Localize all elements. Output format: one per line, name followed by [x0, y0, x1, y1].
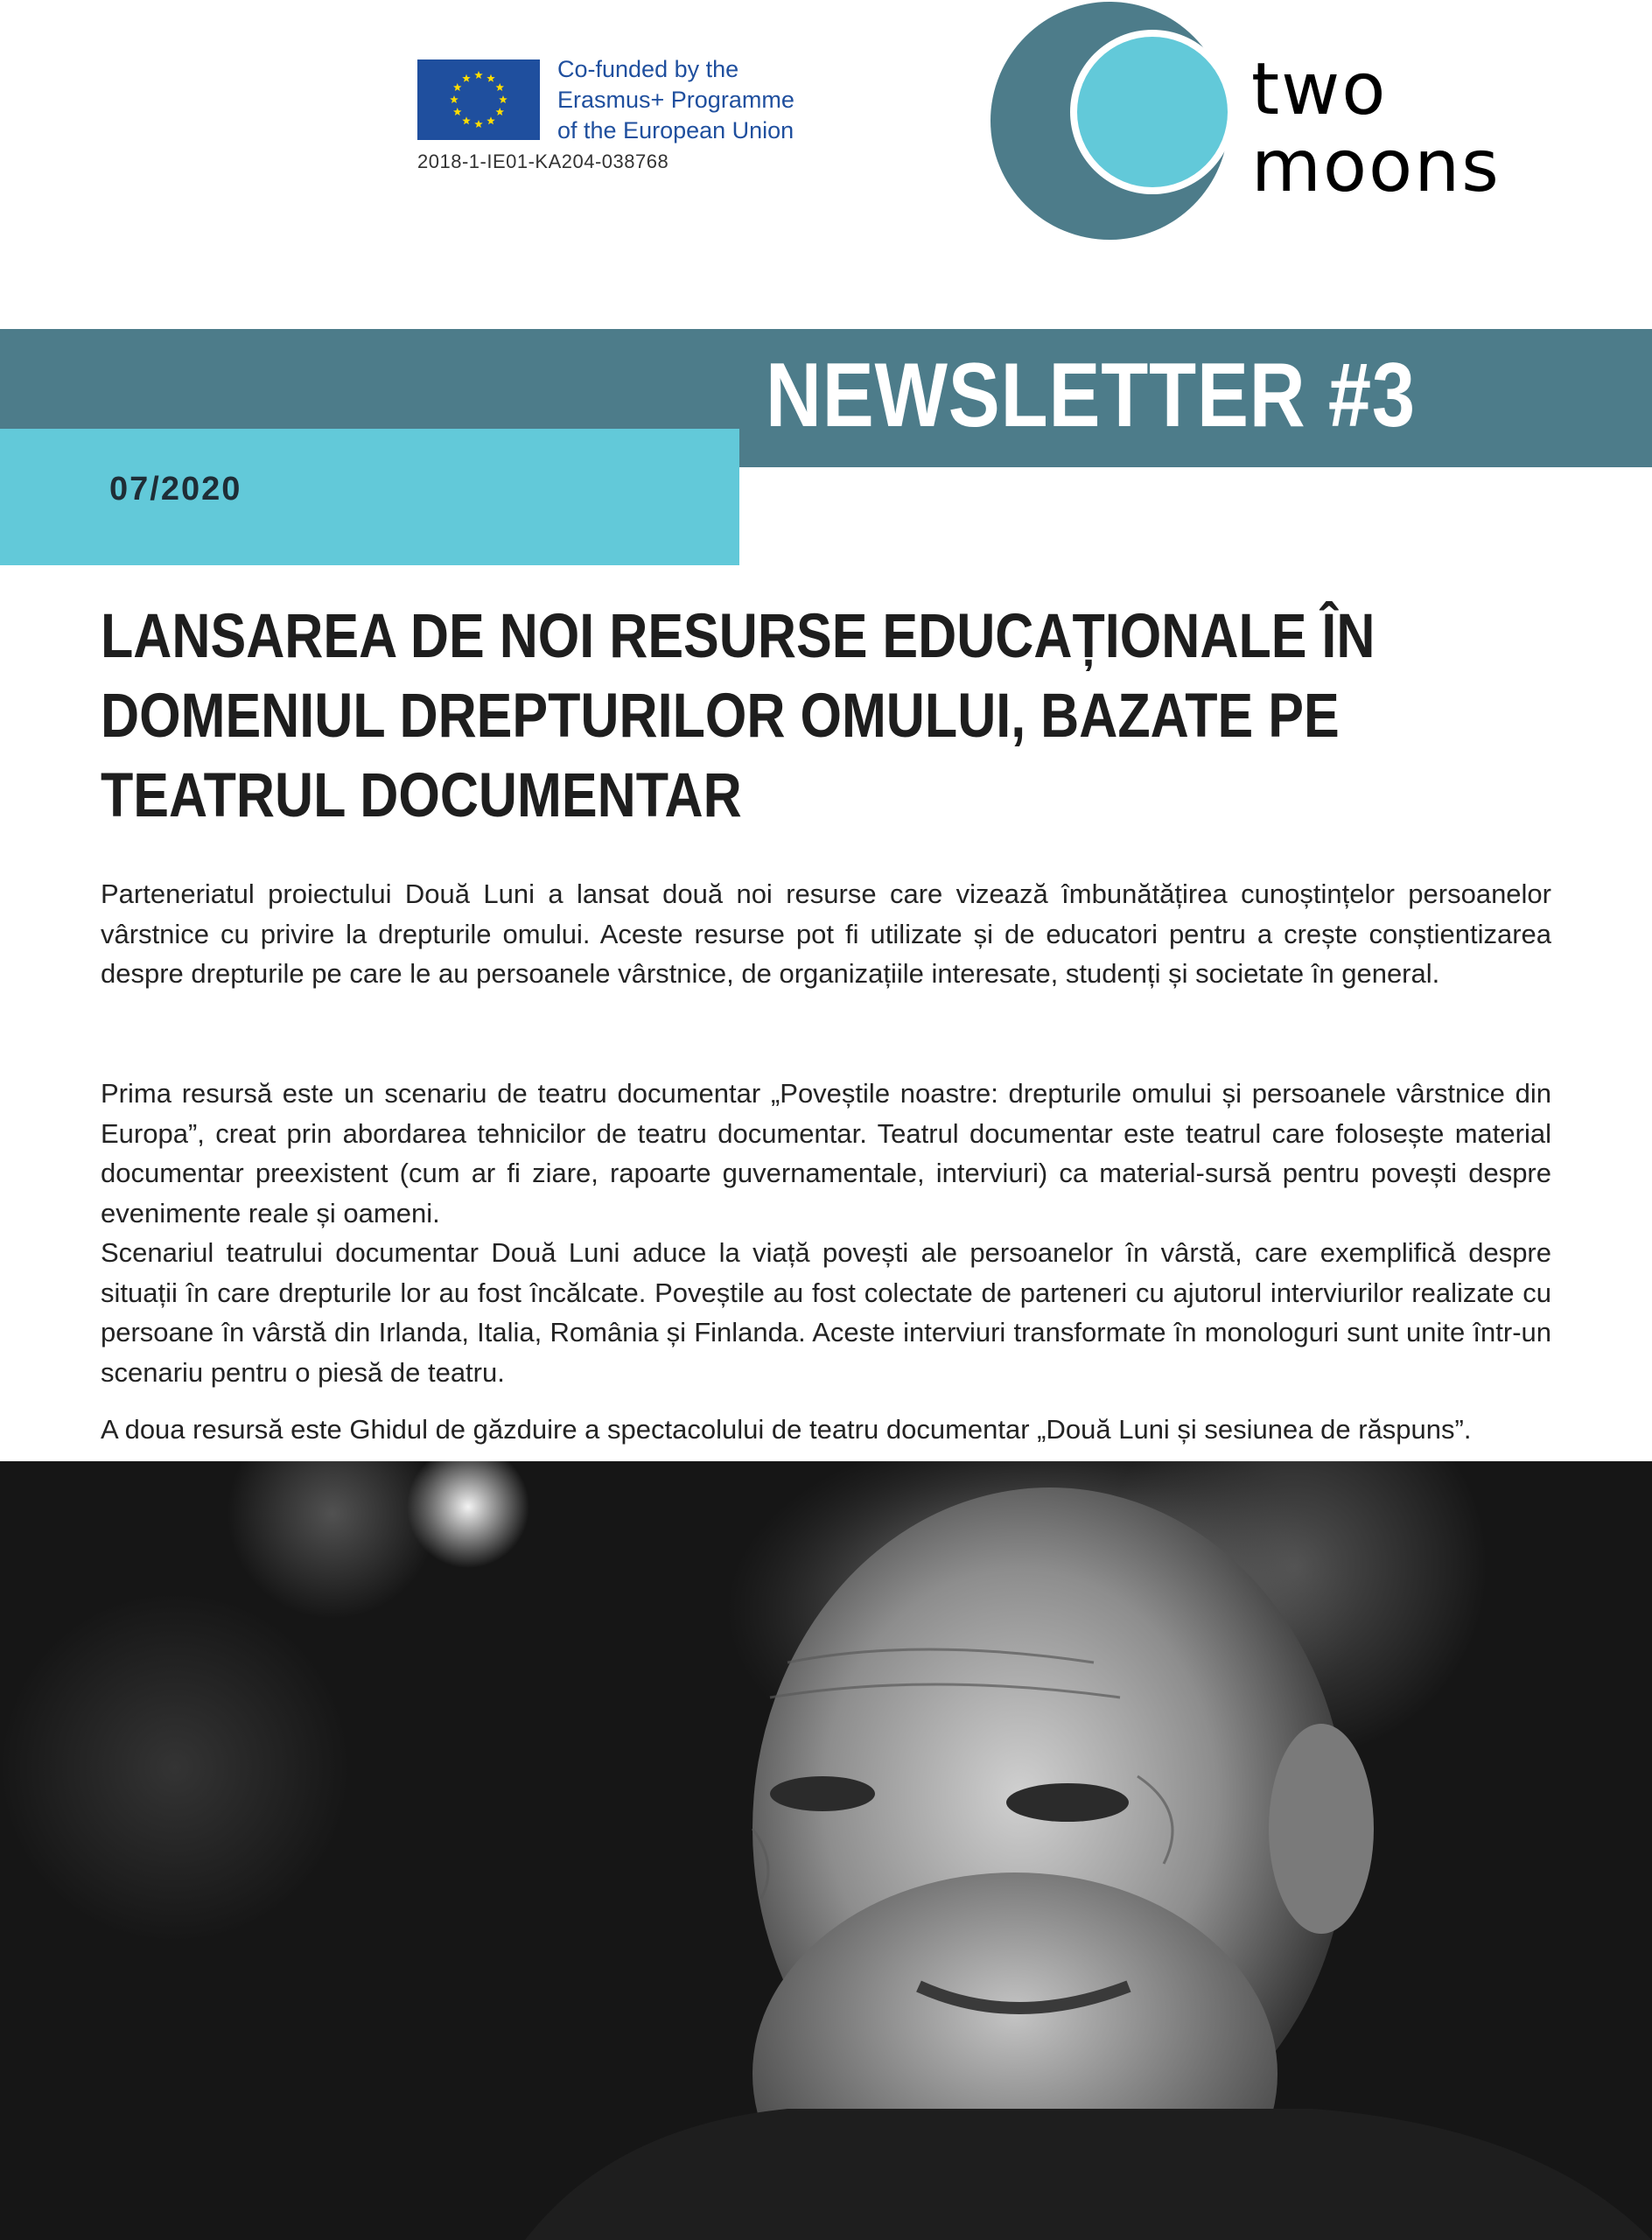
eu-cofunding-text	[557, 54, 872, 146]
newsletter-title: NEWSLETTER #3	[766, 345, 1416, 446]
two-moons-wordmark	[1251, 60, 1601, 200]
article-paragraph-2: Prima resursă este un scenariu de teatru documentar „Poveștile noastre: drepturile omului și persoanele vârstnice din Europa”, creat prin abordarea tehnicilor de teatru documentar. Teatrul documentar este teatrul care folosește material documentar preexistent (cum ar fi ziare, rapoarte guvernamentale, interviuri) ca material-sursă pentru povești despre evenimente reale și oameni.	[101, 1078, 1551, 1228]
headline-line-1: LANSAREA DE NOI RESURSE EDUCAȚIONALE ÎN	[101, 602, 1376, 671]
brand-word-two: two	[1251, 60, 1388, 131]
brand-word-moons: moons	[1251, 125, 1501, 200]
eu-line-2: Erasmus+ Programme	[557, 87, 794, 113]
issue-date: 07/2020	[109, 471, 242, 508]
headline-line-2: DOMENIUL DREPTURILOR OMULUI, BAZATE PE	[101, 682, 1340, 751]
project-code: 2018-1-IE01-KA204-038768	[417, 150, 669, 172]
article-paragraph-4: A doua resursă este Ghidul de găzduire a spectacolului de teatru documentar „Două Luni și sesiunea de răspuns”.	[101, 1414, 1472, 1445]
eu-flag-icon	[417, 60, 540, 140]
eu-line-3: of the European Union	[557, 117, 794, 144]
article-headline	[101, 597, 1380, 836]
two-moons-logo-icon	[989, 0, 1234, 241]
article-paragraph-3: Scenariul teatrului documentar Două Luni aduce la viață povești ale persoanelor în vârstă, care exemplifică despre situații în care drepturile lor au fost încălcate. Poveștile au fost colectate de parteneri cu ajutorul interviurilor realizate cu persoane în vârstă din Irlanda, Italia, România și Finlanda. Aceste interviuri transformate în monologuri sunt unite într-un scenariu pentru o piesă de teatru.	[101, 1237, 1551, 1388]
eu-line-1: Co-funded by the	[557, 56, 739, 82]
headline-line-3: TEATRUL DOCUMENTAR	[101, 761, 742, 830]
elderly-man-photo	[0, 1461, 1652, 2240]
article-paragraph-1: Parteneriatul proiectului Două Luni a lansat două noi resurse care vizează îmbunătățirea cunoștințelor persoanelor vârstnice cu privire la drepturile omului. Aceste resurse pot fi utilizate și de educatori pentru a crește conștientizarea despre drepturile pe care le au persoanele vârstnice, de organizațiile interesate, studenți și societate în general.	[101, 878, 1551, 989]
